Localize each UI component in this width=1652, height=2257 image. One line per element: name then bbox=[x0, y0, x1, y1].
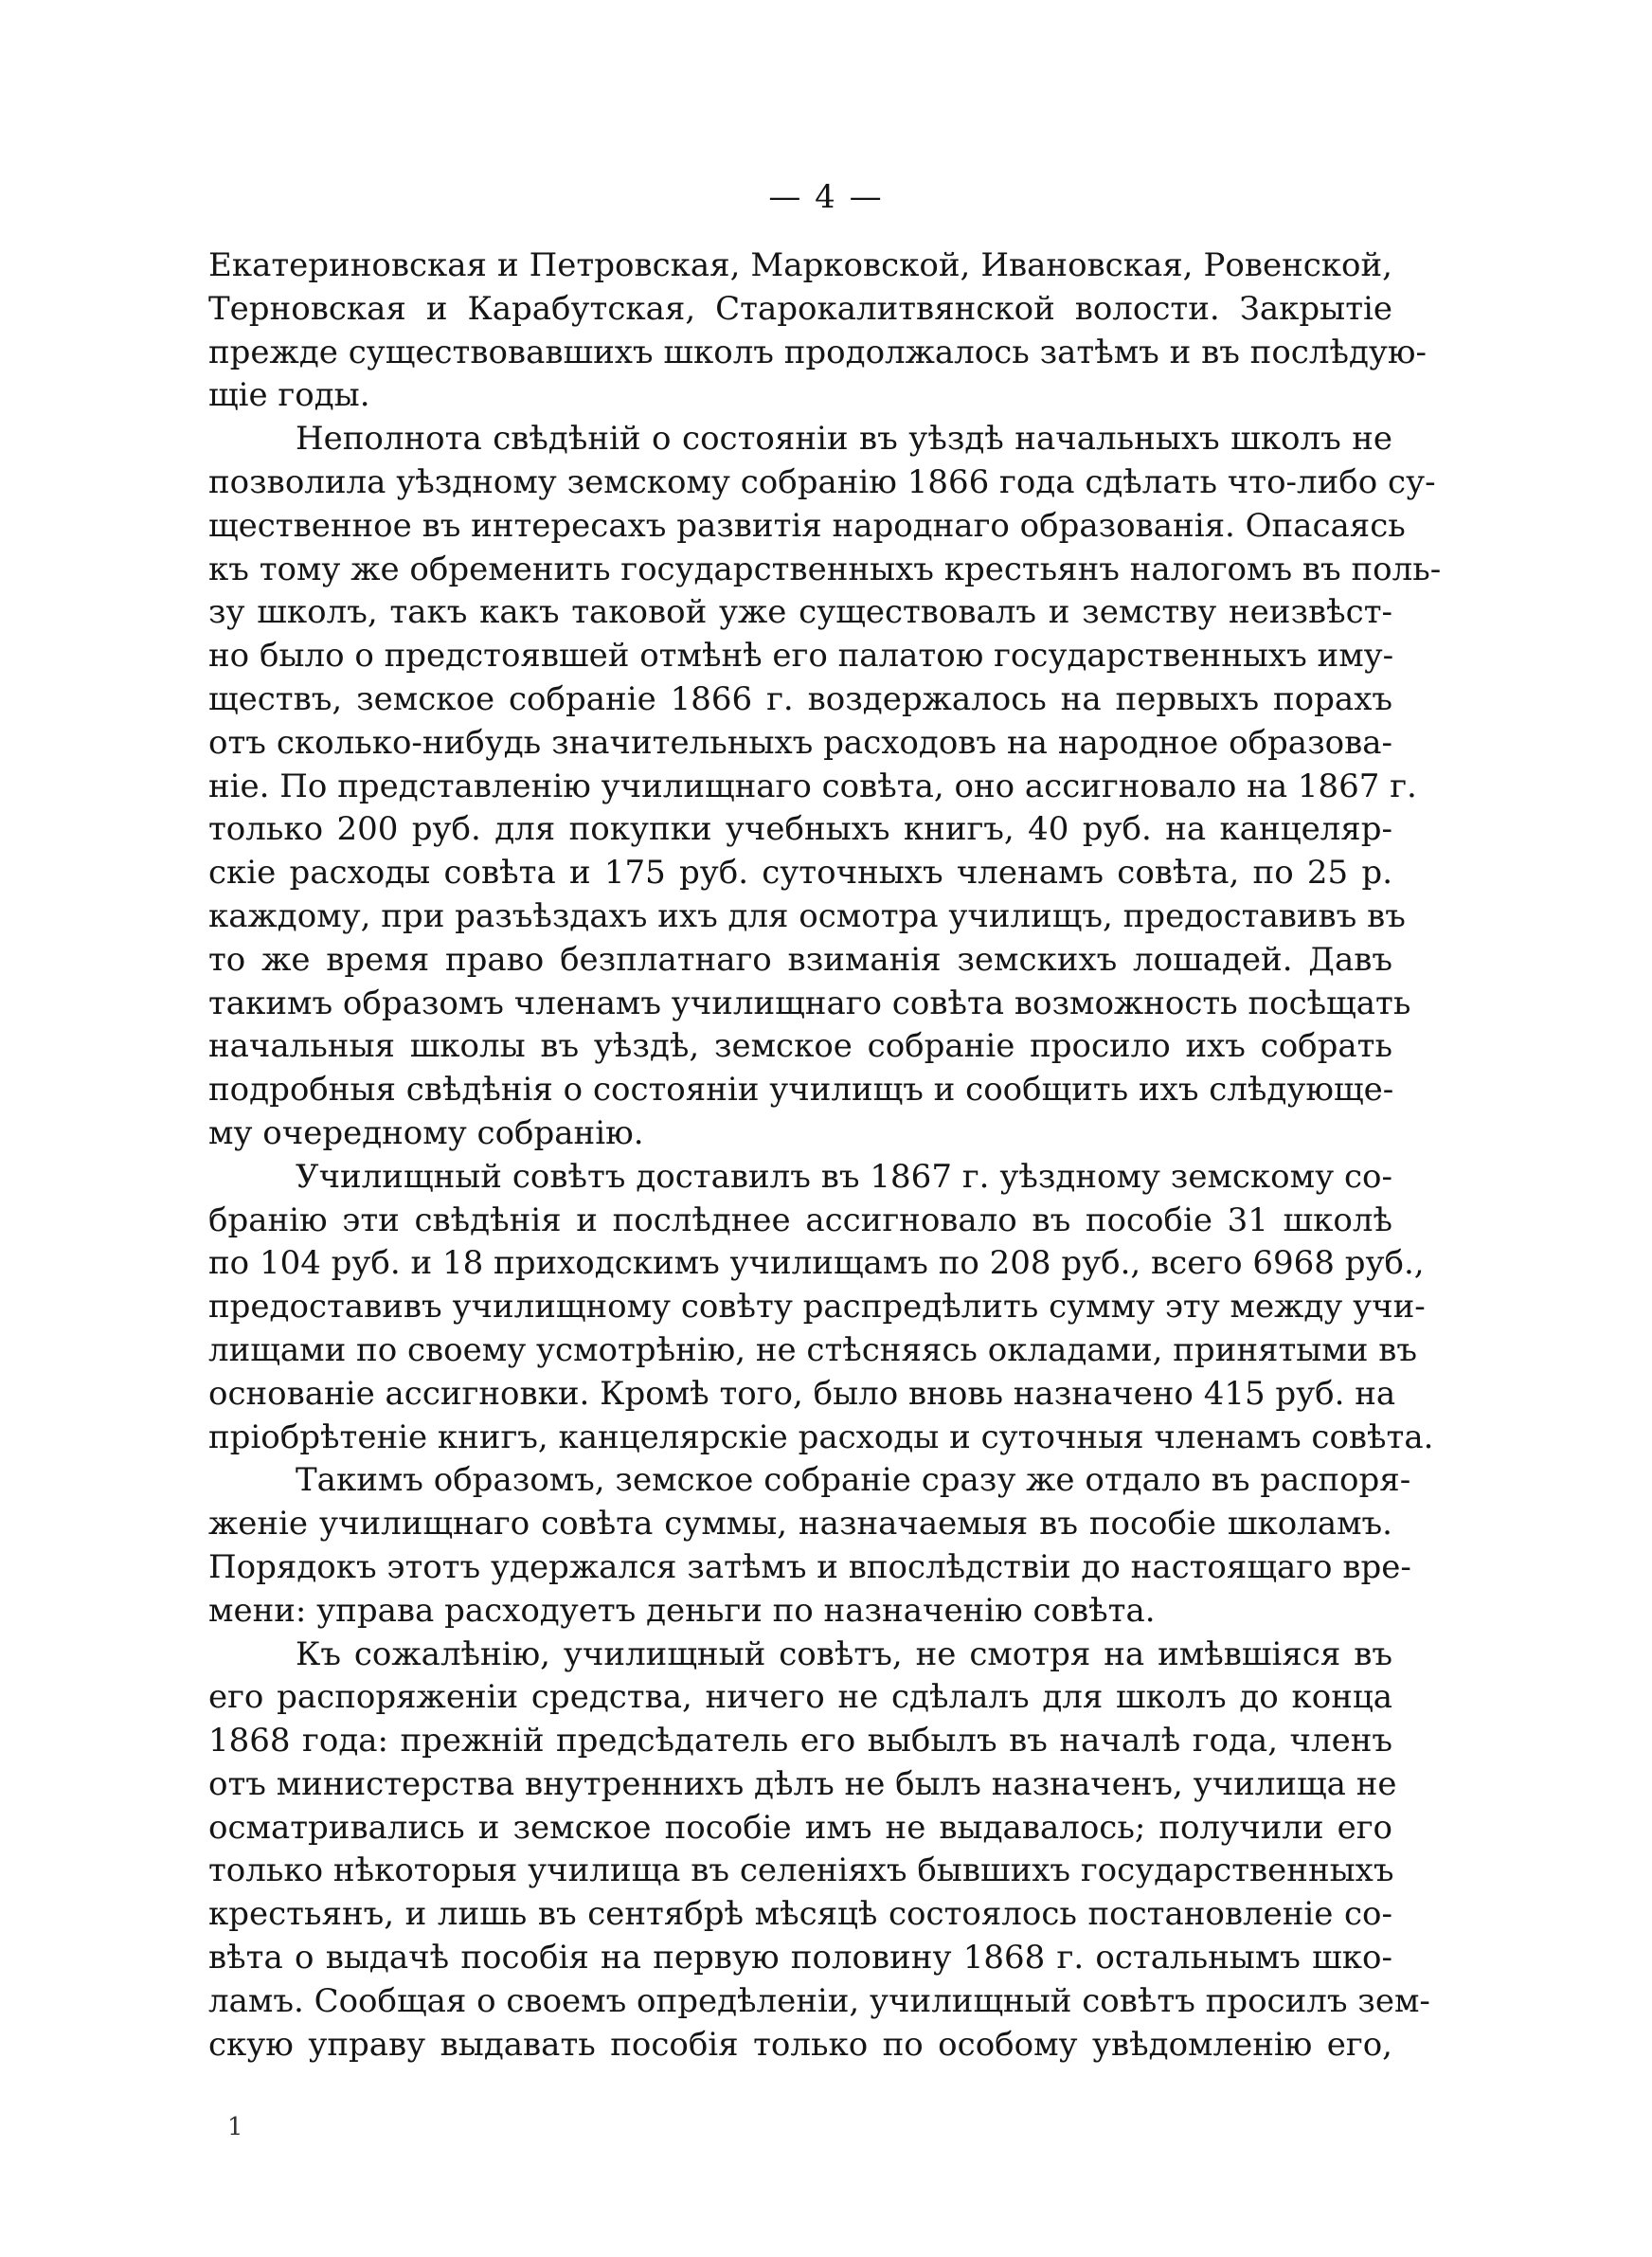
text-line: отъ сколько-нибудь значительныхъ расходовъ на народное образова- bbox=[208, 723, 1392, 762]
text-line: 1868 года: прежній предсѣдатель его выбылъ въ началѣ года, членъ bbox=[208, 1722, 1392, 1760]
text-line: ществъ, земское собраніе 1866 г. воздержалось на первыхъ порахъ bbox=[208, 679, 1392, 718]
text-line: Екатериновская и Петровская, Марковской, Ивановская, Ровенской, bbox=[208, 246, 1392, 284]
text-line: скую управу выдавать пособія только по особому увѣдомленію его, bbox=[208, 2025, 1392, 2064]
text-line: крестьянъ, и лишь въ сентябрѣ мѣсяцѣ состоялось постановленіе со- bbox=[208, 1895, 1392, 1934]
text-line: къ тому же обременить государственныхъ крестьянъ налогомъ въ поль- bbox=[208, 550, 1442, 588]
text-line: мени: управа расходуетъ деньги по назначенію совѣта. bbox=[208, 1591, 1156, 1630]
text-line: Неполнота свѣдѣній о состояніи въ уѣздѣ начальныхъ школъ не bbox=[296, 420, 1392, 459]
text-line: каждому, при разъѣздахъ ихъ для осмотра училищъ, предоставивъ въ bbox=[208, 896, 1406, 935]
text-line: скіе расходы совѣта и 175 руб. суточныхъ членамъ совѣта, по 25 р. bbox=[208, 854, 1392, 893]
text-line: начальныя школы въ уѣздѣ, земское собраніе просило ихъ собрать bbox=[208, 1027, 1392, 1066]
text-line: зу школъ, такъ какъ таковой уже существовалъ и земству неизвѣст- bbox=[208, 593, 1392, 632]
text-line: женіе училищнаго совѣта суммы, назначаемыя въ пособіе школамъ. bbox=[208, 1505, 1392, 1544]
text-line: такимъ образомъ членамъ училищнаго совѣта возможность посѣщать bbox=[208, 984, 1411, 1022]
text-line: бранію эти свѣдѣнія и послѣднее ассигновало въ пособіе 31 школѣ bbox=[208, 1201, 1392, 1239]
body-text bbox=[208, 244, 1442, 2067]
page-number: — 4 — bbox=[768, 178, 884, 216]
text-line: Къ сожалѣнію, училищный совѣтъ, не смотря на имѣвшіяся въ bbox=[296, 1634, 1392, 1673]
text-line: по 104 руб. и 18 приходскимъ училищамъ по 208 руб., всего 6968 руб., bbox=[208, 1244, 1425, 1283]
text-line: подробныя свѣдѣнія о состояніи училищъ и сообщить ихъ слѣдующе- bbox=[208, 1071, 1394, 1110]
text-line: ламъ. Сообщая о своемъ опредѣленіи, училищный совѣтъ просилъ зем- bbox=[208, 1981, 1430, 2020]
text-line: осматривались и земское пособіе имъ не выдавалось; получили его bbox=[208, 1808, 1392, 1847]
text-line: щественное въ интересахъ развитія народнаго образованія. Опасаясь bbox=[208, 506, 1406, 545]
text-line: его распоряженіи средства, ничего не сдѣлалъ для школъ до конца bbox=[208, 1678, 1392, 1717]
text-line: только нѣкоторыя училища въ селеніяхъ бывшихъ государственныхъ bbox=[208, 1851, 1394, 1890]
text-line: предоставивъ училищному совѣту распредѣлить сумму эту между учи- bbox=[208, 1288, 1426, 1327]
text-line: Терновская и Карабутская, Старокалитвянской волости. Закрытіе bbox=[208, 289, 1392, 328]
text-line: только 200 руб. для покупки учебныхъ книгъ, 40 руб. на канцеляр- bbox=[208, 810, 1392, 849]
text-line: то же время право безплатнаго взиманія земскихъ лошадей. Давъ bbox=[208, 940, 1392, 979]
text-line: но было о предстоявшей отмѣнѣ его палатою государственныхъ иму- bbox=[208, 637, 1394, 676]
text-line: позволила уѣздному земскому собранію 1866 года сдѣлать что-либо су- bbox=[208, 462, 1436, 501]
margin-mark: 1 bbox=[227, 2113, 243, 2141]
text-line: вѣта о выдачѣ пособія на первую половину 1868 г. остальнымъ шко- bbox=[208, 1939, 1392, 1977]
text-line: пріобрѣтеніе книгъ, канцелярскіе расходы и суточныя членамъ совѣта. bbox=[208, 1417, 1434, 1456]
text-line: прежде существовавшихъ школъ продолжалось затѣмъ и въ послѣдую- bbox=[208, 333, 1427, 371]
text-line: ніе. По представленію училищнаго совѣта, оно ассигновало на 1867 г. bbox=[208, 767, 1417, 805]
text-line: му очередному собранію. bbox=[208, 1113, 644, 1152]
text-line: отъ министерства внутреннихъ дѣлъ не былъ назначенъ, училища не bbox=[208, 1764, 1397, 1803]
text-line: Такимъ образомъ, земское собраніе сразу же отдало въ распоря- bbox=[296, 1461, 1411, 1500]
text-line: лищами по своему усмотрѣнію, не стѣсняясь окладами, принятыми въ bbox=[208, 1330, 1417, 1369]
text-line: Училищный совѣтъ доставилъ въ 1867 г. уѣздному земскому со- bbox=[296, 1157, 1392, 1196]
text-line: щіе годы. bbox=[208, 376, 370, 415]
text-line: Порядокъ этотъ удержался затѣмъ и впослѣдствіи до настоящаго вре- bbox=[208, 1547, 1411, 1586]
text-line: основаніе ассигновки. Кромѣ того, было вновь назначено 415 руб. на bbox=[208, 1374, 1396, 1413]
